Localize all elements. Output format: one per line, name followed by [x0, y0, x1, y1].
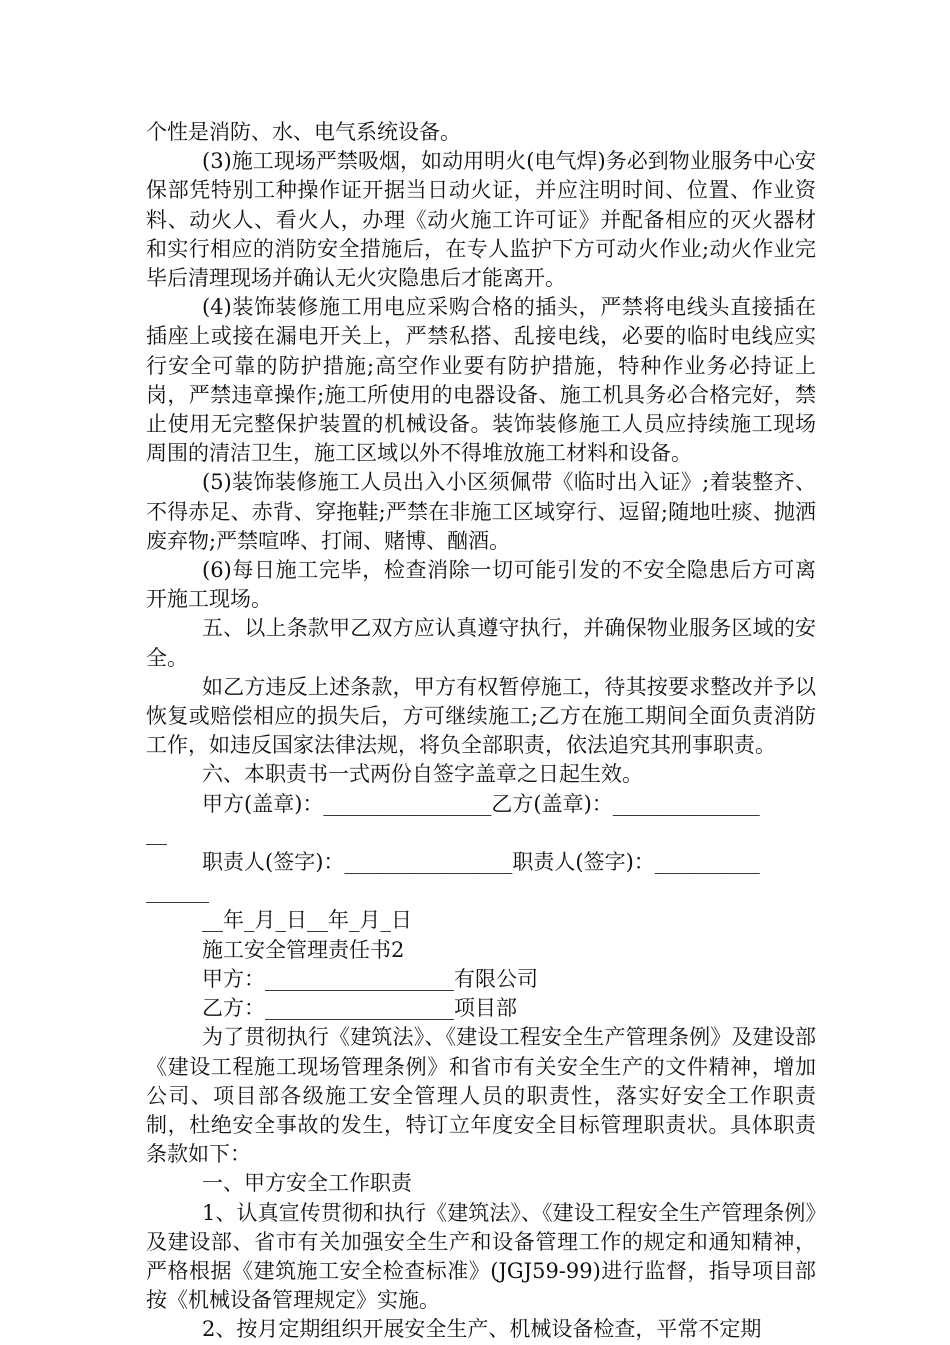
body-paragraph: (6)每日施工完毕，检查消除一切可能引发的不安全隐患后方可离开施工现场。 [146, 558, 816, 612]
party-seal-line-tail: __ [146, 820, 167, 845]
intro-paragraph: 为了贯彻执行《建筑法》、《建设工程安全生产管理条例》及建设部《建设工程施工现场管理条例》和省市有关安全生产的文件精神，增加公司、项目部各级施工安全管理人员的职责性，落实好安全工作职责制，杜绝安全事故的发生，特订立年度安全目标管理职责状。具体职责条款如下： [146, 1025, 816, 1167]
section-heading: 一、甲方安全工作职责 [202, 1171, 412, 1196]
list-item: 2、按月定期组织开展安全生产、机械设备检查，平常不定期 [202, 1317, 762, 1342]
body-paragraph: (5)装饰装修施工人员出入小区须佩带《临时出入证》;着装整齐、不得赤足、赤背、穿拖鞋;严禁在非施工区域穿行、逗留;随地吐痰、抛洒废弃物;严禁喧哗、打闹、赌博、酗酒。 [146, 470, 816, 553]
responsible-person-line: 职责人(签字)：________________职责人(签字)：__________ [202, 850, 760, 875]
list-item: 1、认真宣传贯彻和执行《建筑法》、《建设工程安全生产管理条例》及建设部、省市有关加强安全生产和设备管理工作的规定和通知精神，严格根据《建筑施工安全检查标准》(JGJ59-99)进行监督，指导项目部按《机械设备管理规定》实施。 [146, 1200, 816, 1313]
body-paragraph: 如乙方违反上述条款，甲方有权暂停施工，待其按要求整改并予以恢复或赔偿相应的损失后，方可继续施工;乙方在施工期间全面负责消防工作，如违反国家法律法规，将负全部职责，依法追究其刑事职责。 [146, 674, 816, 758]
party-a-line: 甲方：__________________有限公司 [202, 966, 538, 991]
date-line: __年_月_日__年_月_日 [202, 908, 412, 933]
body-paragraph: (4)装饰装修施工用电应采购合格的插头，严禁将电线头直接插在插座上或接在漏电开关上，严禁私搭、乱接电线，必要的临时电线应实行安全可靠的防护措施;高空作业要有防护措施，特种作业务必持证上岗，严禁违章操作;施工所使用的电器设备、施工机具务必合格完好，禁止使用无完整保护装置的机械设备。装饰装修施工人员应持续施工现场周围的清洁卫生，施工区域以外不得堆放施工材料和设备。 [146, 295, 816, 466]
party-b-line: 乙方：__________________项目部 [202, 996, 517, 1021]
responsible-person-line-tail: ______ [146, 879, 209, 904]
body-paragraph: 五、以上条款甲乙双方应认真遵守执行，并确保物业服务区域的安全。 [146, 616, 816, 670]
body-paragraph: (3)施工现场严禁吸烟，如动用明火(电气焊)务必到物业服务中心安保部凭特别工种操作证开据当日动火证，并应注明时间、位置、作业资料、动火人、看火人，办理《动火施工许可证》并配备相应的灭火器材和实行相应的消防安全措施后，在专人监护下方可动火作业;动火作业完毕后清理现场并确认无火灾隐患后才能离开。 [146, 149, 816, 291]
body-paragraph: 六、本职责书一式两份自签字盖章之日起生效。 [202, 762, 643, 787]
party-seal-line: 甲方(盖章)：________________乙方(盖章)：______________ [202, 791, 760, 816]
document-page [146, 118, 816, 1345]
second-doc-title: 施工安全管理责任书2 [202, 937, 405, 962]
body-paragraph: 个性是消防、水、电气系统设备。 [146, 120, 461, 144]
